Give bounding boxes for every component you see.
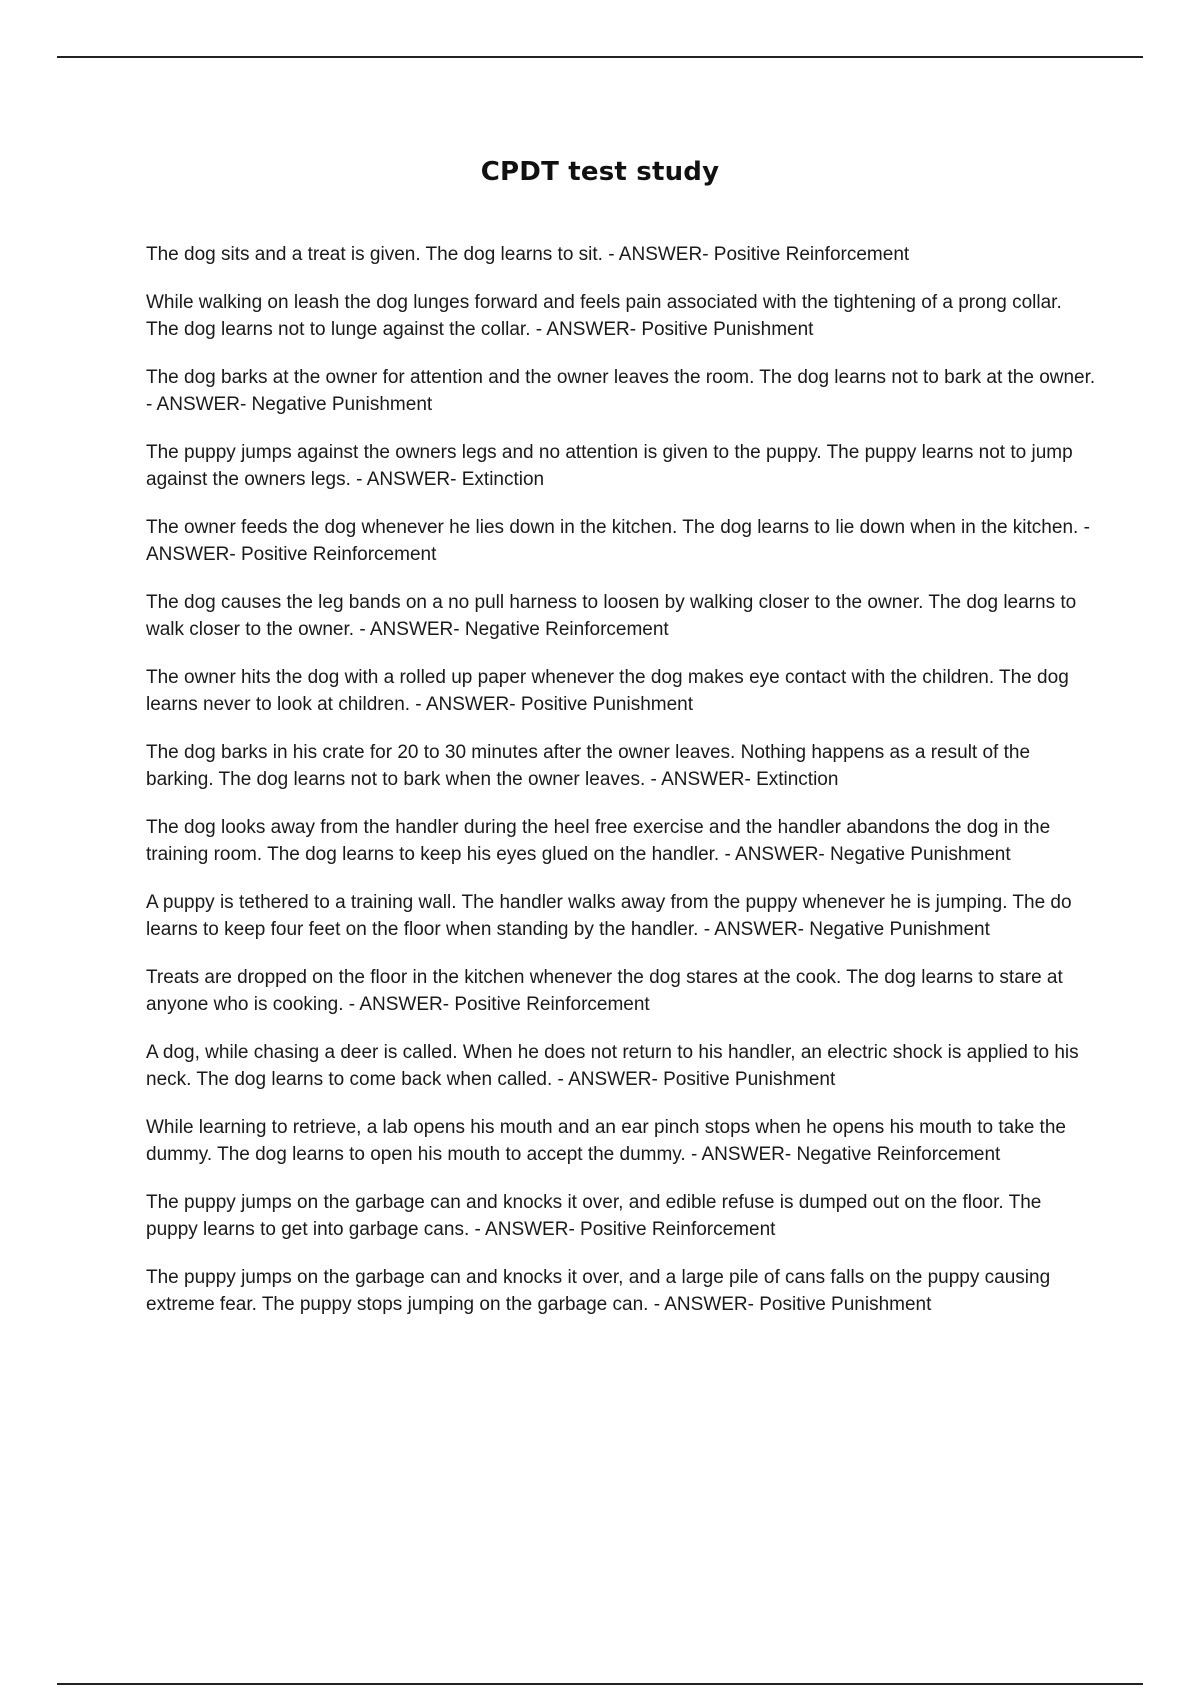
qa-item: A puppy is tethered to a training wall. The handler walks away from the puppy whenever he is jumping. The do learns to keep four feet on the floor when standing by the handler. - ANSWER- Negative Punishment bbox=[146, 892, 1072, 940]
qa-item: The dog barks at the owner for attention and the owner leaves the room. The dog learns not to bark at the owner. - ANSWER- Negative Punishment bbox=[146, 367, 1096, 415]
qa-item: The owner feeds the dog whenever he lies down in the kitchen. The dog learns to lie down when in the kitchen. - ANSWER- Positive Reinforcement bbox=[146, 517, 1090, 565]
document-title: CPDT test study bbox=[480, 157, 720, 188]
qa-item: The dog looks away from the handler during the heel free exercise and the handler abandons the dog in the training room. The dog learns to keep his eyes glued on the handler. - ANSWER- Negative Punishment bbox=[146, 817, 1051, 865]
qa-item: The puppy jumps against the owners legs and no attention is given to the puppy. The puppy learns not to jump against the owners legs. - ANSWER- Extinction bbox=[146, 442, 1073, 490]
qa-item: A dog, while chasing a deer is called. When he does not return to his handler, an electric shock is applied to his neck. The dog learns to come back when called. - ANSWER- Positive Punishment bbox=[146, 1042, 1079, 1090]
qa-item: The puppy jumps on the garbage can and knocks it over, and edible refuse is dumped out on the floor. The puppy learns to get into garbage cans. - ANSWER- Positive Reinforcement bbox=[146, 1192, 1042, 1240]
qa-item: Treats are dropped on the floor in the kitchen whenever the dog stares at the cook. The dog learns to stare at anyone who is cooking. - ANSWER- Positive Reinforcement bbox=[146, 967, 1063, 1015]
qa-list bbox=[146, 241, 1096, 1339]
qa-item: The owner hits the dog with a rolled up paper whenever the dog makes eye contact with the children. The dog learns never to look at children. - ANSWER- Positive Punishment bbox=[146, 667, 1069, 715]
qa-item: While learning to retrieve, a lab opens his mouth and an ear pinch stops when he opens his mouth to take the dummy. The dog learns to open his mouth to accept the dummy. - ANSWER- Negative Reinforcement bbox=[146, 1117, 1066, 1165]
qa-item: The puppy jumps on the garbage can and knocks it over, and a large pile of cans falls on the puppy causing extreme fear. The puppy stops jumping on the garbage can. - ANSWER- Positive Punishment bbox=[146, 1267, 1051, 1315]
footer-rule bbox=[57, 1683, 1143, 1685]
qa-item: While walking on leash the dog lunges forward and feels pain associated with the tightening of a prong collar. The dog learns not to lunge against the collar. - ANSWER- Positive Punishment bbox=[146, 292, 1062, 340]
header-rule bbox=[57, 56, 1143, 58]
qa-item: The dog sits and a treat is given. The dog learns to sit. - ANSWER- Positive Reinforcement bbox=[146, 244, 910, 265]
qa-item: The dog causes the leg bands on a no pull harness to loosen by walking closer to the owner. The dog learns to walk closer to the owner. - ANSWER- Negative Reinforcement bbox=[146, 592, 1077, 640]
qa-item: The dog barks in his crate for 20 to 30 minutes after the owner leaves. Nothing happens as a result of the barking. The dog learns not to bark when the owner leaves. - ANSWER- Extinction bbox=[146, 742, 1031, 790]
